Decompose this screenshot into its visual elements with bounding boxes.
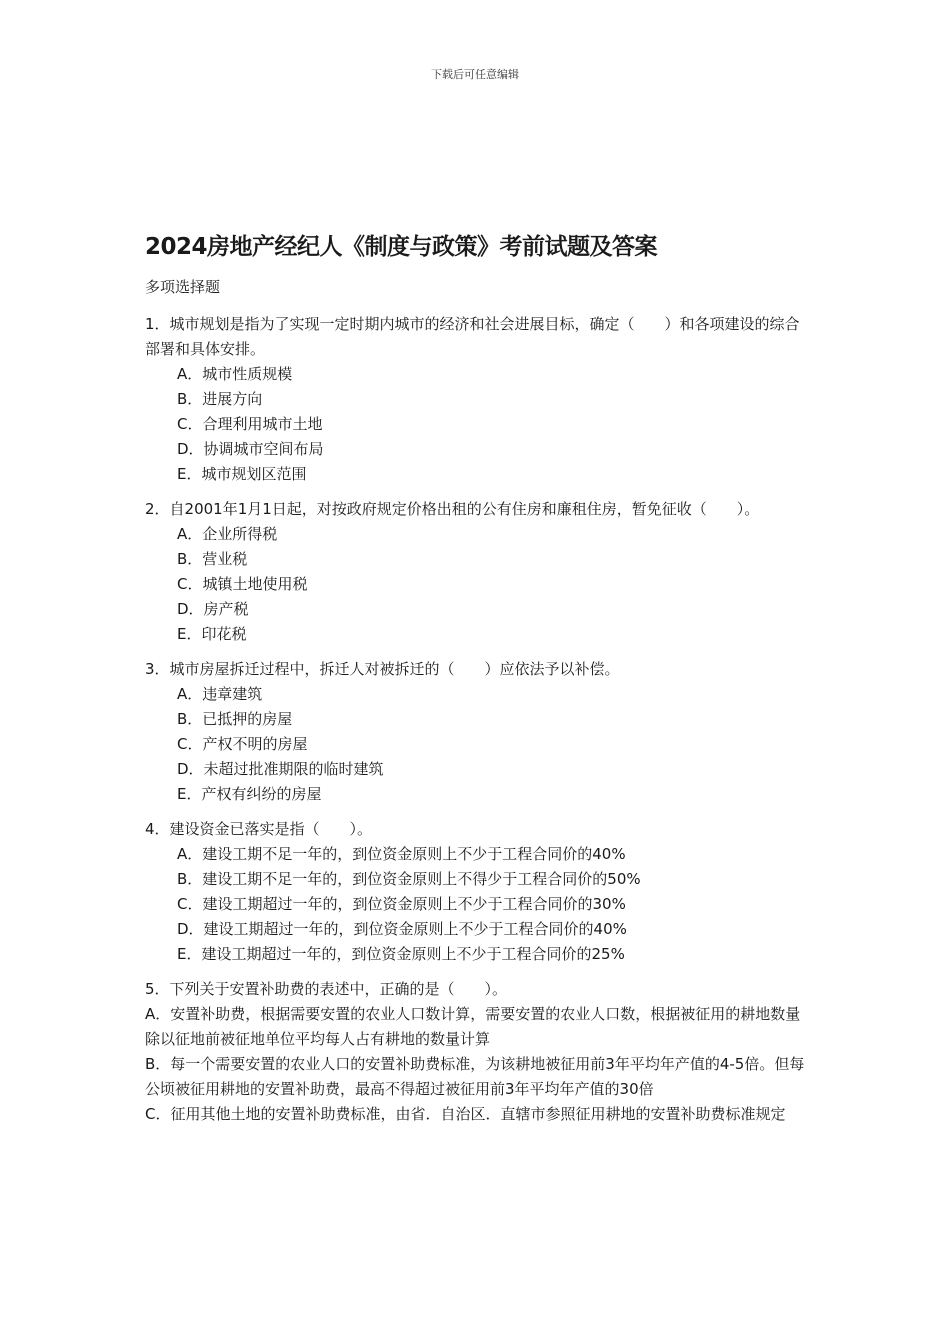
question-3 [145, 657, 810, 807]
option-d: D．未超过批准期限的临时建筑 [177, 760, 384, 778]
option-c: C．产权不明的房屋 [177, 735, 308, 753]
question-stem: 4．建设资金已落实是指（ ）。 [145, 820, 373, 838]
question-stem: 2．自2001年1月1日起，对按政府规定价格出租的公有住房和廉租住房，暂免征收（ ）。 [145, 500, 760, 518]
question-stem: 1．城市规划是指为了实现一定时期内城市的经济和社会进展目标，确定（ ）和各项建设的综合部署和具体安排。 [145, 315, 800, 358]
option-a: A．建设工期不足一年的，到位资金原则上不少于工程合同价的40% [177, 845, 626, 863]
option-c: C．城镇土地使用税 [177, 575, 308, 593]
option-b: B．已抵押的房屋 [177, 710, 293, 728]
document-body [145, 230, 810, 1127]
option-d: D．协调城市空间布局 [177, 440, 324, 458]
document-title: 2024房地产经纪人《制度与政策》考前试题及答案 [145, 234, 658, 260]
question-5 [145, 977, 810, 1127]
option-b: B．每一个需要安置的农业人口的安置补助费标准，为该耕地被征用前3年平均年产值的4-5倍。但每公顷被征用耕地的安置补助费，最高不得超过被征用前3年平均年产值的30倍 [145, 1055, 805, 1098]
option-a: A．企业所得税 [177, 525, 278, 543]
option-d: D．房产税 [177, 600, 249, 618]
option-e: E．印花税 [177, 625, 247, 643]
option-list [145, 522, 810, 647]
option-c: C．征用其他土地的安置补助费标准，由省．自治区．直辖市参照征用耕地的安置补助费标准规定 [145, 1105, 786, 1123]
option-c: C．合理利用城市土地 [177, 415, 323, 433]
option-b: B．进展方向 [177, 390, 263, 408]
option-list [145, 362, 810, 487]
option-a: A．安置补助费，根据需要安置的农业人口数计算，需要安置的农业人口数，根据被征用的耕地数量除以征地前被征地单位平均每人占有耕地的数量计算 [145, 1005, 801, 1048]
option-list [145, 842, 810, 967]
option-a: A．违章建筑 [177, 685, 263, 703]
option-b: B．营业税 [177, 550, 248, 568]
question-2 [145, 497, 810, 647]
question-stem: 3．城市房屋拆迁过程中，拆迁人对被拆迁的（ ）应依法予以补偿。 [145, 660, 620, 678]
option-e: E．城市规划区范围 [177, 465, 307, 483]
option-e: E．建设工期超过一年的，到位资金原则上不少于工程合同价的25% [177, 945, 625, 963]
option-a: A．城市性质规模 [177, 365, 293, 383]
section-label: 多项选择题 [145, 278, 221, 296]
option-d: D．建设工期超过一年的，到位资金原则上不少于工程合同价的40% [177, 920, 627, 938]
option-c: C．建设工期超过一年的，到位资金原则上不少于工程合同价的30% [177, 895, 626, 913]
question-stem: 5．下列关于安置补助费的表述中，正确的是（ ）。 [145, 980, 508, 998]
question-1 [145, 312, 810, 487]
page-header-note: 下载后可任意编辑 [431, 68, 519, 81]
question-4 [145, 817, 810, 967]
option-e: E．产权有纠纷的房屋 [177, 785, 322, 803]
option-b: B．建设工期不足一年的，到位资金原则上不得少于工程合同价的50% [177, 870, 641, 888]
option-list [145, 1002, 810, 1127]
option-list [145, 682, 810, 807]
